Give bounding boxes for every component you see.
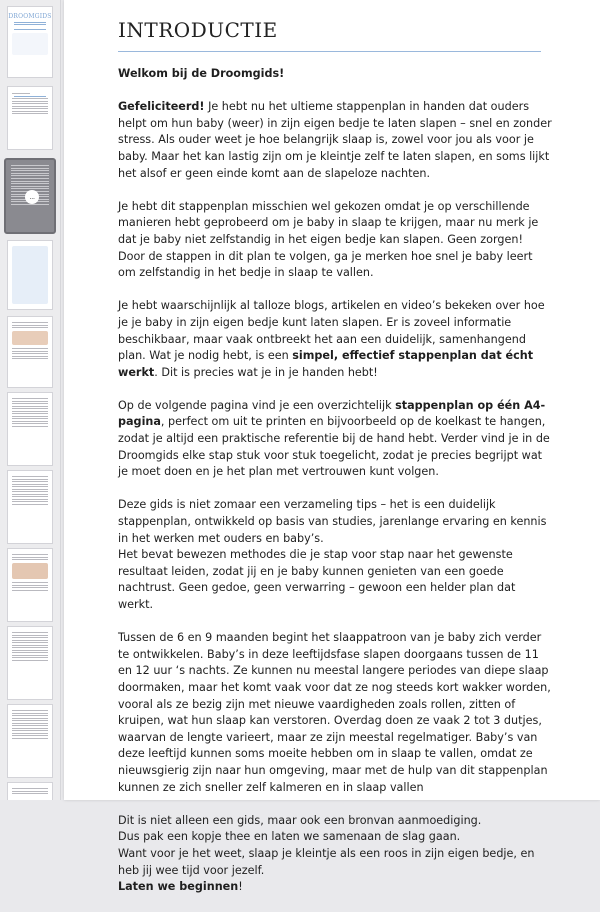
page-body — [118, 66, 552, 912]
document-page — [64, 0, 600, 894]
paragraph-congratulations: Gefeliciteerd! Je hebt nu het ultieme stappenplan in handen dat ouders helpt om hun baby (weer) in zijn eigen bedje te laten slapen – snel en zonder stress. Als ouder weet je hoe belangrijk slaap is, zowel voor jou als voor je baby. Maar het kan lastig zijn om je kleintje zelf te laten slapen, en soms lijkt het alsof er geen einde komt aan de slapeloze nachten. — [118, 100, 552, 180]
more-options-icon[interactable]: ... — [25, 190, 39, 204]
page-thumbnail-6[interactable] — [7, 392, 53, 466]
thumbnail-cover-title: DROOMGIDS — [8, 13, 52, 20]
page-thumbnail-3-selected[interactable] — [4, 158, 56, 234]
title-divider — [118, 51, 541, 52]
page-thumbnail-7[interactable] — [7, 470, 53, 544]
welcome-heading: Welkom bij de Droomgids! — [118, 67, 285, 80]
page-thumbnail-4[interactable] — [7, 240, 53, 310]
paragraph-closing: Dit is niet alleen een gids, maar ook een bronvan aanmoediging. Dus pak een kopje thee en laten we samenaan de slag gaan. Want voor je het weet, slaap je kleintje als een roos in zijn eigen bedje, en heb jij wee tijd voor jezelf. Laten we beginnen! — [118, 813, 535, 894]
page-thumbnail-11[interactable] — [7, 782, 53, 800]
page-thumbnail-10[interactable] — [7, 704, 53, 778]
paragraph-why-plan: Je hebt dit stappenplan misschien wel gekozen omdat je op verschillende manieren hebt geprobeerd om je baby in slaap te krijgen, maar nu merk je dat je baby niet zelfstandig in het eigen bedje kan slapen. Geen zorgen! Door de stappen in dit plan te volgen, ga je merken hoe snel je baby leert om zelfstandig in het bedje in slaap te vallen. — [118, 199, 539, 280]
page-thumbnail-1[interactable] — [7, 6, 53, 78]
page-thumbnail-8[interactable] — [7, 548, 53, 622]
paragraph-guide: Deze gids is niet zomaar een verzameling tips – het is een duidelijk stappenplan, ontwikkeld op basis van studies, jarenlange ervaring en kennis in het werken met ouders en baby’s. Het bevat bewezen methodes die je stap voor stap naar het gewenste resultaat leiden, zodat jij en je baby kunnen genieten van een goede nachtrust. Geen gedoe, geen verwarring – gewoon een helder plan dat werkt. — [118, 498, 547, 611]
page-thumbnail-2[interactable] — [7, 86, 53, 150]
paragraph-overview: Op de volgende pagina vind je een overzichtelijk stappenplan op één A4-pagina, perfect om uit te printen en bijvoorbeeld op de koelkast te hangen, zodat je altijd een praktische referentie bij de hand hebt. Verder vind je in de Droomgids elke stap stuk voor stuk toegelicht, zodat je precies begrijpt wat je moet doen en je het plan met vertrouwen kunt volgen. — [118, 398, 550, 479]
paragraph-sleep-pattern: Tussen de 6 en 9 maanden begint het slaappatroon van je baby zich verder te ontwikkelen. Baby’s in deze leeftijdsfase slapen doorgaans tussen de 11 en 12 uur ‘s nachts. Ze kunnen nu meestal langere periodes van diepe slaap doormaken, maar het komt vaak voor dat ze nog steeds kort wakker worden, vooral als ze bezig zijn met nieuwe vaardigheden zoals rollen, zitten of kruipen, wat hun slaap kan verstoren. Overdag doen ze vaak 2 tot 3 dutjes, waarvan de lengte varieert, maar ze zijn meestal regelmatiger. Baby’s van deze leeftijd kunnen soms moeite hebben om in slaap te vallen, omdat ze nieuwsgierig zijn naar hun omgeving, maar met de hulp van dit stappenplan kunnen ze zich sneller zelf kalmeren en in slaap vallen — [118, 631, 551, 794]
page-thumbnail-9[interactable] — [7, 626, 53, 700]
page-thumbnail-5[interactable] — [7, 316, 53, 388]
page-title: INTRODUCTIE — [118, 18, 278, 42]
thumbnail-sidebar — [0, 0, 61, 800]
paragraph-blogs: Je hebt waarschijnlijk al talloze blogs, artikelen en video’s bekeken over hoe je je baby in zijn eigen bedje kunt laten slapen. Er is zoveel informatie beschikbaar, maar vaak ontbreekt het aan een duidelijk, samenhangend plan. Wat je nodig hebt, is een simpel, effectief stappenplan dat écht werkt. Dit is precies wat je in je handen hebt! — [118, 299, 545, 379]
